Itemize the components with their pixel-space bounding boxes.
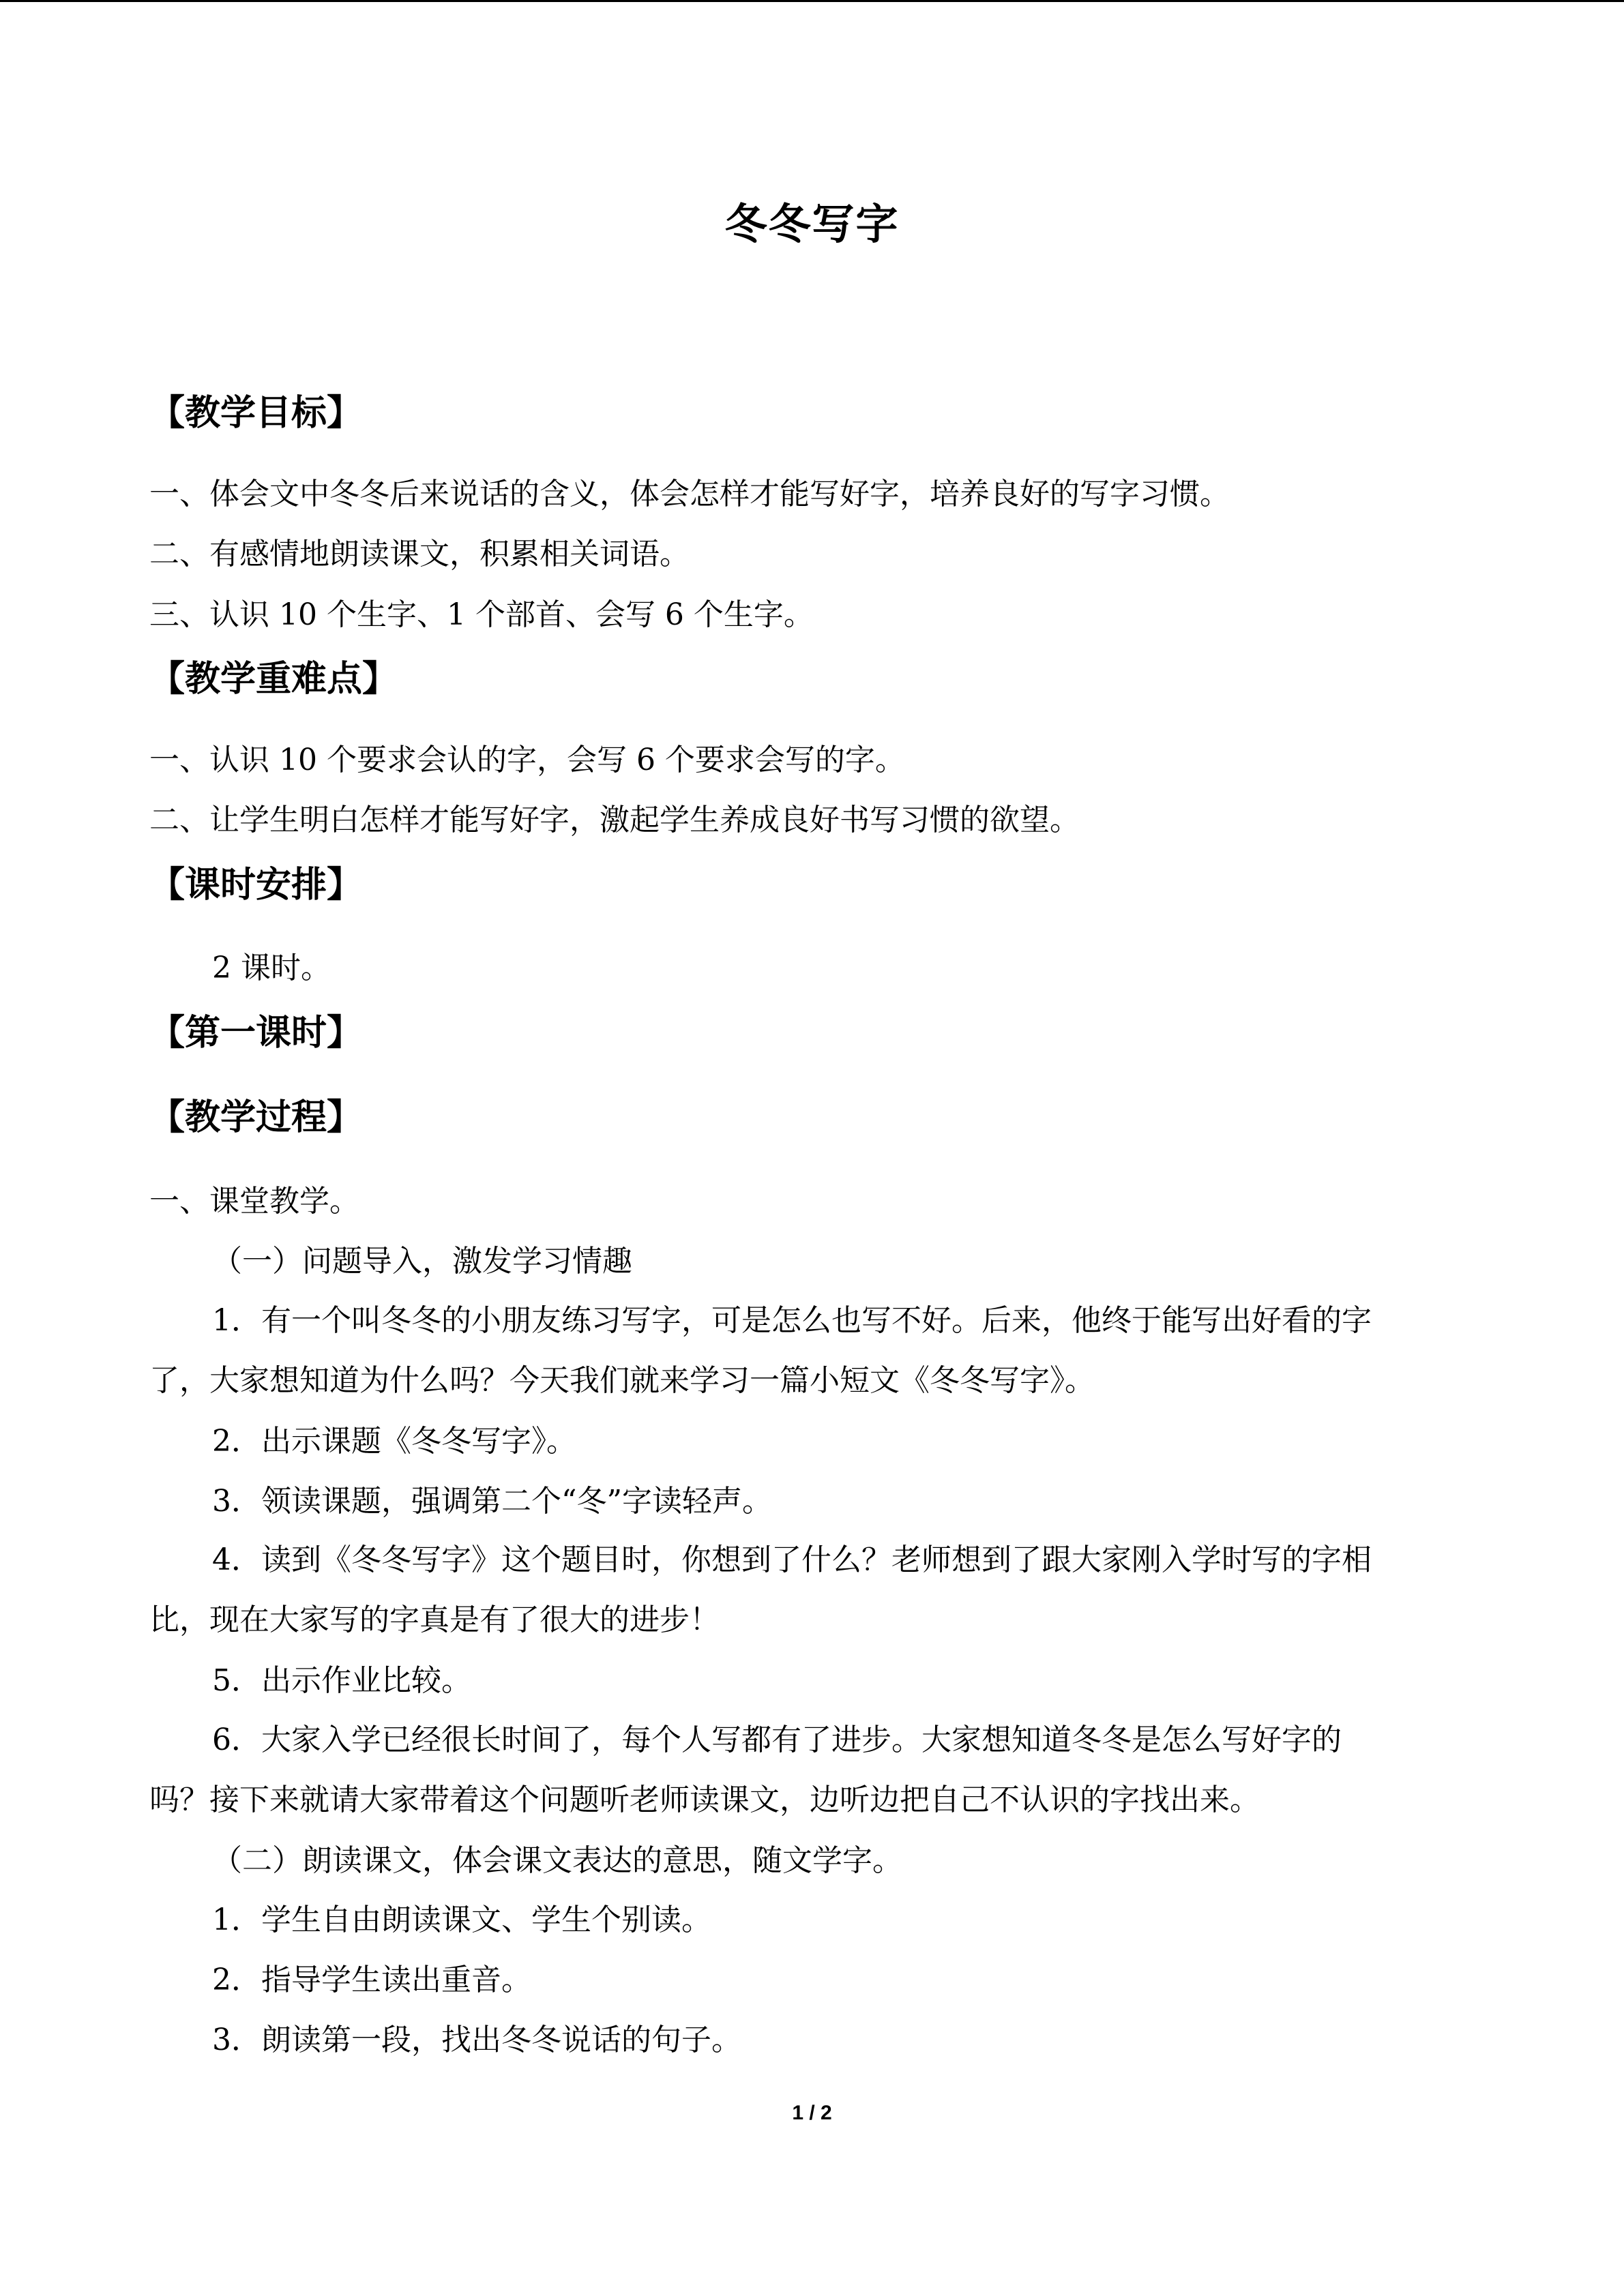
process-line: 2．出示课题《冬冬写字》。 (212, 1424, 576, 1459)
goal-item-1: 一、体会文中冬冬后来说话的含义，体会怎样才能写好字，培养良好的写字习惯。 (149, 477, 1230, 511)
heading-lesson-one: 【第一课时】 (149, 1013, 363, 1054)
process-line: 一、课堂教学。 (149, 1184, 359, 1219)
heading-teaching-goals: 【教学目标】 (149, 393, 363, 434)
process-line: 2．指导学生读出重音。 (212, 1963, 531, 1997)
heading-schedule: 【课时安排】 (149, 865, 363, 906)
process-line: 5．出示作业比较。 (212, 1663, 471, 1698)
goal-item-2: 二、有感情地朗读课文，积累相关词语。 (149, 537, 690, 571)
page-number: 1 / 2 (792, 2102, 832, 2124)
key-point-item-1: 一、认识 10 个要求会认的字，会写 6 个要求会写的字。 (149, 743, 905, 777)
process-line: 4．读到《冬冬写字》这个题目时，你想到了什么？老师想到了跟大家刚入学时写的字相 (212, 1542, 1372, 1577)
goal-item-3: 三、认识 10 个生字、1 个部首、会写 6 个生字。 (149, 597, 814, 632)
process-line: 3．领读课题，强调第二个“冬”字读轻声。 (212, 1484, 772, 1519)
process-line: 了，大家想知道为什么吗？今天我们就来学习一篇小短文《冬冬写字》。 (149, 1363, 1095, 1398)
schedule-text: 2 课时。 (212, 951, 331, 985)
key-point-item-2: 二、让学生明白怎样才能写好字，激起学生养成良好书写习惯的欲望。 (149, 803, 1080, 837)
process-line: 3．朗读第一段，找出冬冬说话的句子。 (212, 2023, 741, 2057)
process-line: （二）朗读课文，体会课文表达的意思，随文学字。 (212, 1843, 902, 1878)
process-line: 6．大家入学已经很长时间了，每个人写都有了进步。大家想知道冬冬是怎么写好字的 (212, 1723, 1342, 1757)
process-line: 1．学生自由朗读课文、学生个别读。 (212, 1903, 711, 1937)
process-line: 吗？接下来就请大家带着这个问题听老师读课文，边听边把自己不认识的字找出来。 (149, 1783, 1260, 1817)
document-title: 冬冬写字 (724, 199, 900, 249)
heading-teaching-process: 【教学过程】 (149, 1097, 363, 1138)
process-line: （一）问题导入，激发学习情趣 (212, 1244, 632, 1279)
heading-key-points: 【教学重难点】 (149, 659, 398, 700)
process-line: 比，现在大家写的字真是有了很大的进步！ (149, 1602, 720, 1637)
document-page (149, 0, 1475, 2296)
process-line: 1．有一个叫冬冬的小朋友练习写字，可是怎么也写不好。后来，他终于能写出好看的字 (212, 1303, 1372, 1338)
